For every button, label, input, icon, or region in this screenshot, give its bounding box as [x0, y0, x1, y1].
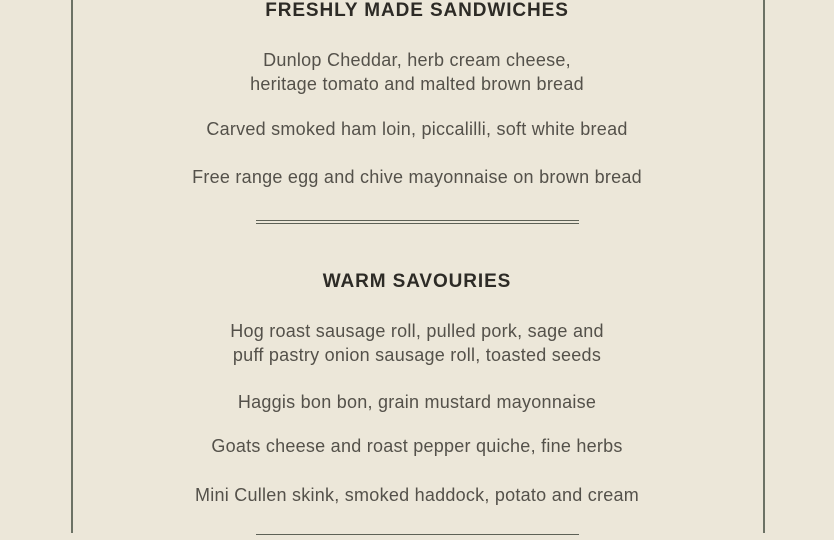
- section-title-warm-savouries: WARM SAVOURIES: [322, 271, 512, 292]
- section-divider-bottom: [256, 534, 579, 535]
- menu-item-line: puff pastry onion sausage roll, toasted seeds: [232, 345, 602, 365]
- menu-item-line: heritage tomato and malted brown bread: [250, 74, 584, 94]
- menu-item-carved-ham: [0, 117, 834, 141]
- menu-item-line: Goats cheese and roast pepper quiche, fine herbs: [211, 436, 623, 456]
- menu-item-hog-roast-roll: [0, 319, 834, 367]
- menu-item-line: Mini Cullen skink, smoked haddock, potato and cream: [195, 485, 639, 505]
- menu-item-line: Dunlop Cheddar, herb cream cheese,: [263, 50, 571, 70]
- menu-item-line: Haggis bon bon, grain mustard mayonnaise: [237, 392, 597, 412]
- menu-item-goats-cheese-quiche: [0, 434, 834, 458]
- menu-item-haggis-bon-bon: [0, 390, 834, 414]
- menu-item-dunlop-cheddar: [0, 48, 834, 96]
- section-divider: [256, 220, 579, 224]
- menu-item-line: Free range egg and chive mayonnaise on brown bread: [192, 167, 642, 187]
- menu-item-mini-cullen-skink: [0, 483, 834, 507]
- section-title-freshly-made-sandwiches: FRESHLY MADE SANDWICHES: [265, 0, 569, 21]
- menu-item-free-range-egg: [0, 165, 834, 189]
- menu-item-line: Carved smoked ham loin, piccalilli, soft white bread: [206, 119, 628, 139]
- menu-item-line: Hog roast sausage roll, pulled pork, sage and: [230, 321, 604, 341]
